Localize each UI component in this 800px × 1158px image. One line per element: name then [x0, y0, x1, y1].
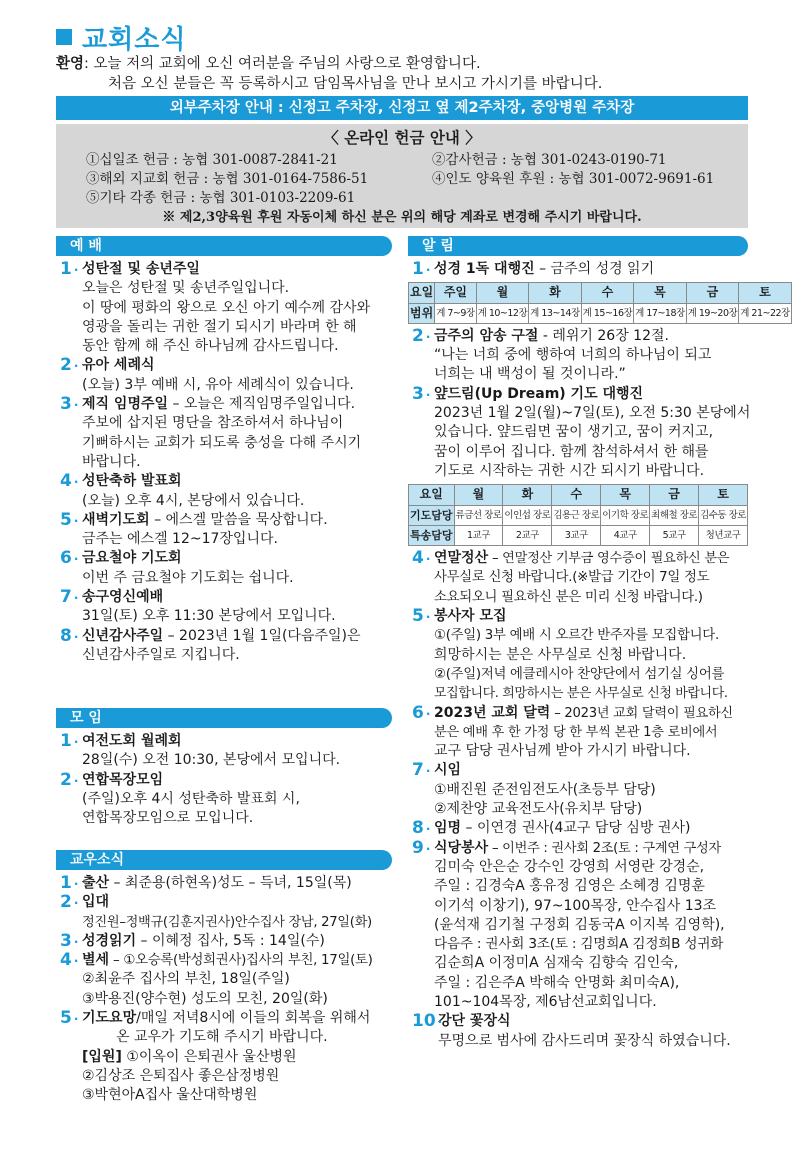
table-header: 요일 — [409, 485, 455, 505]
item-number: 2 · — [60, 893, 78, 913]
item-title: 금주의 암송 구절 — [434, 327, 539, 344]
item-number: 1 · — [412, 260, 430, 280]
table-header: 수 — [552, 485, 601, 505]
item-title: 2023년 교회 달력 — [434, 704, 551, 721]
table-header: 요일 — [409, 283, 435, 303]
hospital-entry: ③박현아A집사 울산대학병원 — [82, 1087, 258, 1104]
item-line: 분은 예배 후 한 가정 당 한 부씩 본관 1층 로비에서 — [434, 724, 718, 740]
table-cell: 이인섭 장로 — [503, 505, 552, 525]
news-item-4 — [408, 549, 754, 607]
table-cell: 계 21~22장 — [739, 303, 792, 323]
members-item-5 — [56, 1009, 396, 1048]
item-number: 3 · — [60, 932, 78, 952]
account-tithe: ①십일조 헌금 : 농협 301-0087-2841-21 — [86, 152, 338, 168]
table-row — [409, 283, 792, 303]
members-item-2 — [56, 893, 396, 932]
item-title: 유아 세례식 — [82, 357, 155, 374]
table-row — [409, 505, 748, 525]
online-offering-note: ※ 제2,3양육원 후원 자동이체 하신 분은 위의 해당 계좌로 변경해 주시기 바랍니다. — [162, 210, 642, 225]
item-line: 주일 : 김은주A 박해숙 안명화 최미숙A), — [434, 974, 680, 991]
item-line: ①(주일) 3부 예배 시 오르간 반주자를 모집합니다. — [434, 628, 719, 644]
table-header: 월 — [476, 283, 529, 303]
item-rest: – 최준용(하현옥)성도 – 득녀, 15일(목) — [109, 875, 352, 891]
page-title — [56, 22, 187, 55]
item-number: 4 · — [60, 472, 78, 492]
item-number: 7 · — [60, 588, 78, 608]
table-header: 금 — [686, 283, 739, 303]
item-title: 기도요망 — [82, 1010, 137, 1027]
news-item-10 — [408, 1012, 754, 1051]
members-item-1 — [56, 874, 396, 893]
item-line: 오늘은 성탄절 및 송년주일입니다. — [82, 280, 290, 297]
table-row — [409, 485, 748, 505]
item-line: 신년감사주일로 지킵니다. — [82, 646, 240, 663]
item-number: 6 · — [60, 549, 78, 569]
item-rest: /매일 저녁8시에 이들의 회복을 위해서 — [136, 1010, 371, 1027]
table-header: 범위 — [409, 303, 435, 323]
worship-item-1 — [56, 260, 396, 356]
item-line: ②(주일)저녁 에클레시아 찬양단에서 섬기실 싱어를 — [434, 666, 725, 682]
item-title: 임명 — [434, 820, 462, 837]
worship-item-7 — [56, 588, 396, 627]
welcome-line-1: : 오늘 저의 교회에 오신 여러분을 주님의 사랑으로 환영합니다. — [84, 56, 481, 72]
table-header: 토 — [699, 485, 748, 505]
item-number: 1 · — [60, 260, 78, 280]
item-line: ②제찬양 교육전도사(유치부 담당) — [434, 801, 643, 818]
table-header: 화 — [503, 485, 552, 505]
item-title: 제직 임명주일 — [82, 396, 169, 413]
square-bullet-icon — [56, 29, 72, 45]
item-line: 이번 주 금요철야 기도회는 쉽니다. — [82, 569, 294, 586]
meeting-item-2 — [56, 771, 396, 829]
members-item-4 — [56, 951, 396, 1009]
table-cell: 청년교구 — [699, 525, 748, 545]
item-title: 연합목장모임 — [82, 771, 164, 788]
item-title: 새벽기도회 — [82, 511, 150, 528]
news-item-9 — [408, 839, 754, 1013]
item-line: 너희는 내 백성이 될 것이니라.” — [434, 366, 626, 383]
item-rest: – 오늘은 제직임명주일입니다. — [168, 396, 356, 413]
table-cell: 1교구 — [454, 525, 503, 545]
online-offering-box — [56, 124, 748, 228]
item-title: 성탄절 및 송년주일 — [82, 261, 200, 277]
table-header: 수 — [581, 283, 634, 303]
table-row — [409, 525, 748, 545]
item-line: 바랍니다. — [82, 453, 141, 470]
item-title: 신년감사주일 — [82, 627, 164, 644]
item-rest: – 2023년 교회 달력이 필요하신 — [550, 705, 733, 721]
item-line: ①배진원 준전임전도사(초등부 담당) — [434, 781, 656, 798]
item-line: 이기석 이창기), 97~100목장, 안수집사 13조 — [434, 897, 717, 914]
item-title: 별세 — [82, 952, 110, 969]
item-line: 동안 함께 해 주신 하나님께 감사드립니다. — [82, 338, 339, 355]
item-number: 10 · — [412, 1012, 442, 1032]
table-cell: 계 10~12장 — [476, 303, 529, 323]
welcome-line-2: 처음 오신 분들은 꼭 등록하시고 담임목사님을 만나 보시고 가시기를 바랍니다. — [108, 76, 603, 92]
item-title: 성경읽기 — [82, 932, 137, 949]
table-header: 기도담당 — [409, 505, 455, 525]
item-rest: – 2023년 1월 1일(다음주일)은 — [163, 627, 361, 644]
item-line: 기도로 시작하는 귀한 시간 되시기 바랍니다. — [434, 462, 705, 479]
item-number: 8 · — [60, 627, 78, 647]
meeting-heading: 모 임 — [56, 708, 392, 728]
item-line: 101~104목장, 제6남선교회입니다. — [434, 993, 657, 1010]
item-title: 봉사자 모집 — [434, 608, 507, 625]
item-line: 교구 담당 권사님께 받아 가시기 바랍니다. — [434, 743, 691, 760]
item-line: 있습니다. 얖드림면 꿈이 생기고, 꿈이 커지고, — [434, 424, 714, 441]
item-line: 주일 : 김경숙A 홍유정 김영은 소혜경 김명훈 — [434, 878, 705, 895]
item-line: 영광을 돌리는 귀한 절기 되시기 바라며 한 해 — [82, 318, 357, 335]
table-cell: 계 13~14장 — [529, 303, 582, 323]
parking-banner: 외부주차장 안내 : 신정고 주차장, 신정고 옆 제2주차장, 중앙병원 주차장 — [56, 96, 748, 120]
item-line: 꿈이 이루어 집니다. 함께 참석하셔서 한 해를 — [434, 443, 709, 460]
item-line: (오늘) 3부 예배 시, 유아 세례식이 있습니다. — [82, 376, 354, 393]
item-title: 출산 — [82, 875, 110, 891]
hospital-list — [56, 1048, 396, 1106]
item-number: 1 · — [60, 732, 78, 752]
news-item-1 — [408, 260, 754, 279]
item-title: 식당봉사 — [434, 839, 489, 856]
item-line: 주보에 삽지된 명단을 참조하셔서 하나님이 — [82, 415, 344, 432]
item-line: 희망하시는 분은 사무실로 신청 바랍니다. — [434, 646, 687, 663]
item-line: ③박용진(양수현) 성도의 모친, 20일(화) — [82, 990, 328, 1007]
item-line: 사무실로 신청 바랍니다.(※발급 기간이 7일 정도 — [434, 570, 710, 586]
news-item-5 — [408, 607, 754, 703]
item-title: 시임 — [434, 762, 462, 779]
table-cell: 계 19~20장 — [686, 303, 739, 323]
item-line: 김순희A 이정미A 심재숙 김향숙 김인숙, — [434, 955, 679, 972]
item-line: 무명으로 범사에 감사드리며 꽃장식 하였습니다. — [438, 1032, 731, 1049]
prayer-schedule-table — [408, 484, 748, 546]
item-number: 2 · — [60, 771, 78, 791]
table-cell: 4교구 — [601, 525, 650, 545]
members-list — [56, 874, 396, 1106]
item-title: 성탄축하 발표회 — [82, 473, 182, 490]
item-number: 4 · — [412, 549, 430, 569]
news-item-7 — [408, 761, 754, 819]
item-number: 3 · — [60, 395, 78, 415]
welcome-label: 환영 — [56, 56, 85, 72]
account-thanks: ②감사헌금 : 농협 301-0243-0190-71 — [432, 152, 667, 168]
worship-item-3 — [56, 395, 396, 472]
item-number: 8 · — [412, 819, 430, 839]
table-cell: 류금선 장로 — [454, 505, 503, 525]
table-row — [409, 303, 792, 323]
item-title: 얖드림(Up Dream) 기도 대행진 — [434, 385, 644, 402]
item-title: 입대 — [82, 894, 110, 911]
item-rest: – ①오승록(박성희권사)집사의 부친, 17일(토) — [109, 953, 373, 969]
item-line: 소요되오니 필요하신 분은 미리 신청 바랍니다.) — [434, 589, 703, 605]
table-header: 금 — [650, 485, 699, 505]
hospital-entry: ②김상조 은퇴집사 좋은삼정병원 — [82, 1067, 280, 1084]
item-line: 연합목장모임으로 모입니다. — [82, 810, 254, 827]
online-offering-title: 〈 온라인 헌금 안내 〉 — [323, 128, 481, 147]
table-header: 목 — [601, 485, 650, 505]
item-line: 금주는 에스겔 12~17장입니다. — [82, 531, 278, 548]
members-heading: 교우소식 — [56, 850, 392, 870]
item-line: 다음주 : 권사회 3조(토 : 김명희A 김정희B 성귀화 — [434, 936, 724, 953]
hospital-entry: ①이옥이 은퇴권사 울산병원 — [126, 1048, 297, 1065]
item-number: 4 · — [60, 951, 78, 971]
worship-item-6 — [56, 549, 396, 588]
item-rest: – 이번주 : 권사회 2조(토 : 구계연 구성자 — [488, 840, 721, 856]
worship-list — [56, 260, 396, 665]
item-line: 모집합니다. 희망하시는 분은 사무실로 신청 바랍니다. — [434, 686, 728, 702]
welcome-message — [56, 54, 756, 94]
worship-item-8 — [56, 627, 396, 666]
members-item-3 — [56, 932, 396, 951]
item-line: “나는 너희 중에 행하여 너희의 하나님이 되고 — [434, 347, 712, 364]
news-heading: 알 림 — [408, 236, 748, 256]
table-cell: 3교구 — [552, 525, 601, 545]
meeting-list — [56, 732, 396, 828]
table-cell: 이기학 장로 — [601, 505, 650, 525]
table-cell: 2교구 — [503, 525, 552, 545]
item-line: 정진원–정백규(김훈지권사)안수집사 장남, 27일(화) — [82, 914, 372, 930]
worship-item-2 — [56, 356, 396, 395]
worship-item-4 — [56, 472, 396, 511]
item-rest: – 에스겔 말씀을 묵상합니다. — [149, 511, 328, 528]
page-title-text: 교회소식 — [82, 24, 187, 55]
hospital-label: [입원] — [82, 1048, 122, 1065]
table-header: 월 — [454, 485, 503, 505]
table-header: 주일 — [435, 283, 476, 303]
item-rest: – 이연경 권사(4교구 담당 심방 권사) — [461, 820, 691, 837]
table-header: 토 — [739, 283, 792, 303]
table-cell: 계 7~9장 — [435, 303, 476, 323]
item-number: 5 · — [60, 1009, 78, 1029]
news-item-2 — [408, 327, 754, 385]
item-line: 이 땅에 평화의 왕으로 오신 아기 예수께 감사와 — [82, 299, 371, 316]
item-line: (주일)오후 4시 성탄축하 발표회 시, — [82, 790, 300, 807]
item-line: 김미숙 안은순 강수인 강영희 서영란 강경순, — [434, 858, 705, 875]
bible-reading-table — [408, 282, 792, 324]
item-number: 7 · — [412, 761, 430, 781]
item-rest: – 이혜정 집사, 5독 : 14일(수) — [136, 932, 325, 949]
item-line: 31일(토) 오후 11:30 본당에서 모입니다. — [82, 608, 336, 625]
item-title: 송구영신예배 — [82, 589, 164, 606]
item-line: 기뻐하시는 교회가 되도록 충성을 다해 주시기 — [82, 434, 362, 451]
item-title: 강단 꽃장식 — [438, 1013, 511, 1030]
item-rest: - 레위기 26장 12절. — [538, 327, 669, 344]
item-line: 28일(수) 오전 10:30, 본당에서 모입니다. — [82, 752, 341, 769]
account-india: ④인도 양육원 후원 : 농협 301-0072-9691-61 — [432, 171, 715, 187]
item-title: 연말정산 — [434, 550, 489, 567]
item-line: (윤석재 김기철 구정회 김동국A 이지복 김영학), — [434, 916, 725, 933]
table-cell: 계 15~16장 — [581, 303, 634, 323]
worship-item-5 — [56, 511, 396, 550]
item-rest: – 연말정산 기부금 영수증이 필요하신 분은 — [488, 551, 730, 567]
item-rest: – 금주의 성경 읽기 — [534, 261, 655, 277]
table-header: 목 — [634, 283, 687, 303]
news-item-8 — [408, 819, 754, 838]
news-item-6 — [408, 704, 754, 762]
item-number: 2 · — [412, 327, 430, 347]
table-header: 특송담당 — [409, 525, 455, 545]
table-cell: 최해철 장로 — [650, 505, 699, 525]
table-cell: 김용근 장로 — [552, 505, 601, 525]
account-overseas: ③해외 지교회 헌금 : 농협 301-0164-7586-51 — [86, 171, 369, 187]
item-line: 온 교우가 기도해 주시기 바랍니다. — [116, 1029, 328, 1046]
item-title: 금요철야 기도회 — [82, 550, 182, 567]
item-number: 9 · — [412, 839, 430, 859]
news-item-3 — [408, 385, 754, 481]
table-cell: 김수동 장로 — [699, 505, 748, 525]
item-title: 성경 1독 대행진 — [434, 261, 535, 277]
item-number: 6 · — [412, 704, 430, 724]
item-number: 1 · — [60, 874, 78, 894]
item-number: 5 · — [60, 511, 78, 531]
item-number: 2 · — [60, 356, 78, 376]
worship-heading: 예 배 — [56, 236, 392, 256]
item-line: ②최윤주 집사의 부친, 18일(주일) — [82, 971, 290, 988]
item-number: 3 · — [412, 385, 430, 405]
item-title: 여전도회 월례회 — [82, 733, 182, 749]
table-cell: 5교구 — [650, 525, 699, 545]
item-number: 5 · — [412, 607, 430, 627]
meeting-item-1 — [56, 732, 396, 771]
item-line: (오늘) 오후 4시, 본당에서 있습니다. — [82, 492, 305, 509]
news-list — [408, 259, 790, 1051]
item-line: 2023년 1월 2일(월)~7일(토), 오전 5:30 본당에서 — [434, 405, 751, 422]
table-cell: 계 17~18장 — [634, 303, 687, 323]
table-header: 화 — [529, 283, 582, 303]
account-other: ⑤기타 각종 헌금 : 농협 301-0103-2209-61 — [86, 190, 356, 206]
